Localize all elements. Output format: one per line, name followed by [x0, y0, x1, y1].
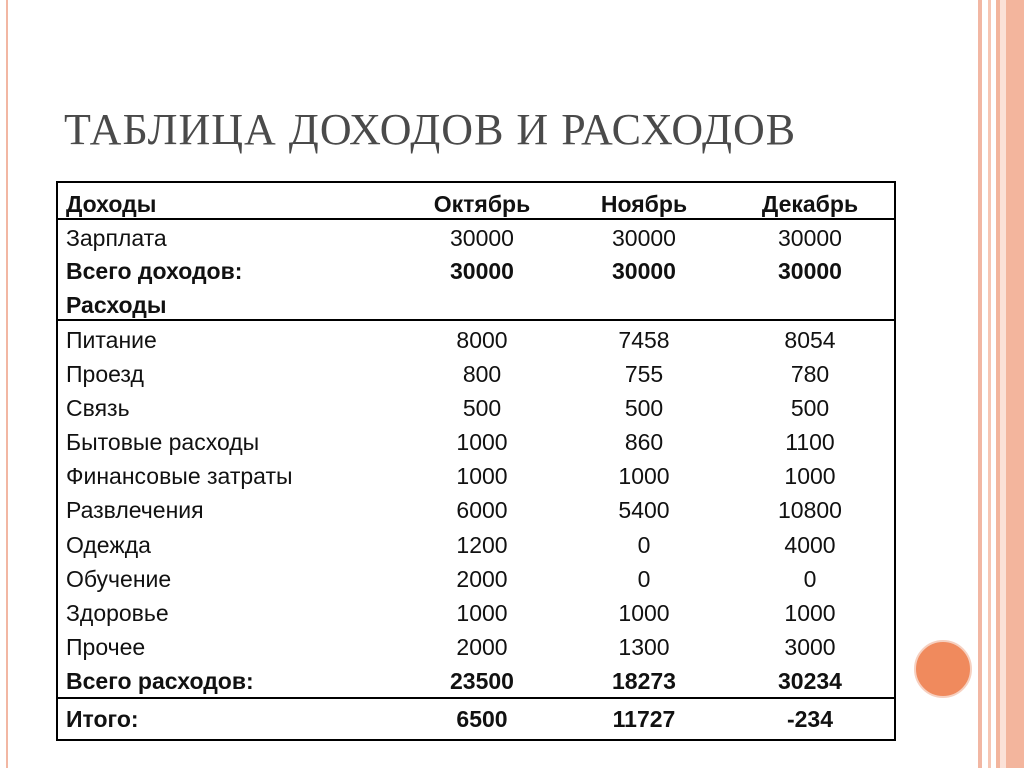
- cell-november: 1300: [618, 634, 670, 660]
- table-row: [58, 493, 894, 527]
- cell-november: 0: [637, 566, 651, 592]
- cell-october: 23500: [450, 668, 514, 694]
- cell-november: 18273: [612, 668, 676, 694]
- cell-october: 8000: [456, 327, 508, 353]
- cell-december: 780: [790, 361, 830, 387]
- row-label: Финансовые затраты: [66, 463, 293, 489]
- expenses-heading: Расходы: [66, 292, 167, 318]
- row-label: Всего доходов:: [66, 258, 243, 284]
- table-row: [58, 357, 894, 391]
- row-label: Бытовые расходы: [66, 429, 260, 455]
- income-expense-table: [56, 181, 896, 741]
- table-row: [58, 562, 894, 596]
- cell-november: 30000: [612, 258, 676, 284]
- table-row: [58, 459, 894, 493]
- cell-december: 1100: [785, 429, 835, 455]
- row-label: Питание: [66, 327, 157, 353]
- cell-november: 0: [637, 532, 651, 558]
- cell-december: 0: [803, 566, 817, 592]
- header-december: Декабрь: [761, 191, 859, 217]
- cell-november: 5400: [618, 497, 670, 523]
- cell-october: 2000: [456, 566, 508, 592]
- right-frame-stripe: [1000, 0, 1006, 768]
- cell-december: 30000: [778, 258, 842, 284]
- row-label: Здоровье: [66, 600, 169, 626]
- cell-october: 1200: [456, 532, 508, 558]
- cell-october: 6000: [456, 497, 508, 523]
- row-label: Проезд: [66, 361, 144, 387]
- totals-divider: [58, 697, 894, 699]
- cell-october: 6500: [456, 706, 508, 732]
- cell-december: 1000: [784, 600, 836, 626]
- table-header-row: [58, 187, 894, 221]
- cell-december: 30000: [778, 225, 842, 251]
- cell-december: 8054: [784, 327, 836, 353]
- row-label: Одежда: [66, 532, 151, 558]
- cell-november: 500: [624, 395, 664, 421]
- row-label: Развлечения: [66, 497, 204, 523]
- row-label: Всего расходов:: [66, 668, 254, 694]
- right-frame-band: [988, 0, 1024, 768]
- cell-december: 3000: [784, 634, 836, 660]
- cell-december: -234: [786, 706, 834, 732]
- cell-november: 1000: [618, 600, 670, 626]
- cell-december: 4000: [784, 532, 836, 558]
- table-row: [58, 391, 894, 425]
- cell-december: 10800: [778, 497, 842, 523]
- cell-november: 7458: [618, 327, 670, 353]
- cell-october: 800: [462, 361, 502, 387]
- decorative-circle: [914, 640, 972, 698]
- row-label: Обучение: [66, 566, 172, 592]
- cell-october: 1000: [456, 429, 508, 455]
- right-frame-line: [978, 0, 982, 768]
- row-label: Зарплата: [66, 225, 167, 251]
- cell-october: 2000: [456, 634, 508, 660]
- cell-november: 755: [624, 361, 664, 387]
- cell-december: 1000: [784, 463, 836, 489]
- cell-october: 1000: [456, 463, 508, 489]
- cell-october: 30000: [450, 258, 514, 284]
- cell-october: 500: [462, 395, 502, 421]
- table-row: [58, 221, 894, 255]
- cell-december: 30234: [778, 668, 842, 694]
- left-frame-line: [6, 0, 8, 768]
- table-row: [58, 528, 894, 562]
- income-total-row: [58, 254, 894, 288]
- expenses-heading-row: [58, 288, 894, 322]
- expenses-divider: [58, 319, 894, 321]
- cell-october: 30000: [450, 225, 514, 251]
- result-row: [58, 702, 894, 736]
- table-row: [58, 425, 894, 459]
- table-row: [58, 630, 894, 664]
- cell-november: 30000: [612, 225, 676, 251]
- cell-november: 1000: [618, 463, 670, 489]
- header-label: Доходы: [66, 191, 157, 217]
- cell-october: 1000: [456, 600, 508, 626]
- slide-title: ТАБЛИЦА ДОХОДОВ И РАСХОДОВ: [64, 105, 797, 154]
- cell-november: 11727: [612, 706, 676, 732]
- row-label: Связь: [66, 395, 130, 421]
- expenses-total-row: [58, 664, 894, 698]
- row-label: Итого:: [66, 706, 139, 732]
- cell-december: 500: [790, 395, 830, 421]
- table-row: [58, 596, 894, 630]
- header-october: Октябрь: [433, 191, 531, 217]
- table-row: [58, 323, 894, 357]
- header-divider: [58, 218, 894, 220]
- header-november: Ноябрь: [600, 191, 688, 217]
- row-label: Прочее: [66, 634, 146, 660]
- cell-november: 860: [624, 429, 664, 455]
